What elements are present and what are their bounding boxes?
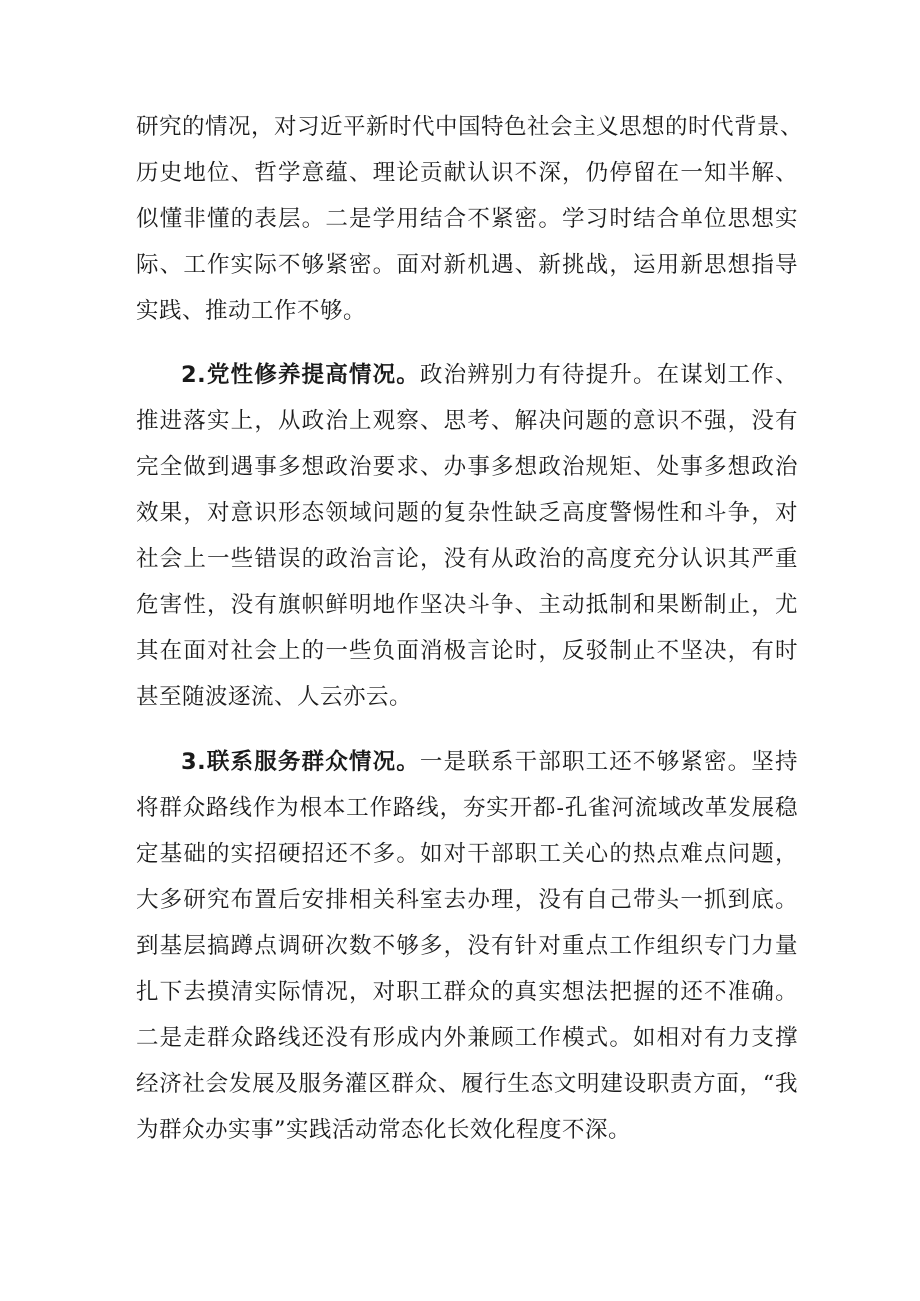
text-line: 为群众办实事”实践活动常态化长效化程度不深。 [136,1117,632,1143]
first-line-text: 政治辨别力有待提升。在谋划工作、 [419,362,798,388]
paragraph-serve-masses [136,739,798,1153]
text-line: 完全做到遇事多想政治要求、办事多想政治规矩、处事多想政治 [136,454,798,480]
text-line: 经济社会发展及服务灌区群众、履行生态文明建设职责方面，“我 [136,1071,798,1097]
first-line-text: 一是联系干部职工还不够紧密。坚持 [419,749,798,775]
text-line: 研究的情况，对习近平新时代中国特色社会主义思想的时代背景、 [136,114,804,140]
text-line: 际、工作实际不够紧密。面对新机遇、新挑战，运用新思想指导 [136,252,798,278]
paragraph-party-cultivation [136,352,798,720]
text-line: 实践、推动工作不够。 [136,298,367,324]
text-line: 甚至随波逐流、人云亦云。 [136,684,413,710]
text-line: 大多研究布置后安排相关科室去办理，没有自己带头一抓到底。 [136,887,798,913]
text-line: 到基层搞蹲点调研次数不够多，没有针对重点工作组织专门力量 [136,933,798,959]
text-line: 定基础的实招硬招还不多。如对干部职工关心的热点难点问题， [136,841,798,867]
text-line: 二是走群众路线还没有形成内外兼顾工作模式。如相对有力支撑 [136,1025,798,1051]
text-line: 似懂非懂的表层。二是学用结合不紧密。学习时结合单位思想实 [136,206,798,232]
text-line: 推进落实上，从政治上观察、思考、解决问题的意识不强，没有 [136,408,798,434]
paragraph-first-line [136,352,798,398]
text-line: 将群众路线作为根本工作路线，夯实开都-孔雀河流域改革发展稳 [136,795,798,821]
text-line: 其在面对社会上的一些负面消极言论时，反驳制止不坚决，有时 [136,638,798,664]
section-heading: .联系服务群众情况。 [197,749,420,775]
section-heading: .党性修养提高情况。 [197,362,420,388]
section-number: 2 [181,362,198,388]
text-line: 扎下去摸清实际情况，对职工群众的真实想法把握的还不准确。 [136,979,798,1005]
section-number: 3 [181,749,198,775]
text-line: 历史地位、哲学意蕴、理论贡献认识不深，仍停留在一知半解、 [136,160,798,186]
text-line: 危害性，没有旗帜鲜明地作坚决斗争、主动抵制和果断制止，尤 [136,592,798,618]
text-line: 社会上一些错误的政治言论，没有从政治的高度充分认识其严重 [136,546,798,572]
paragraph-first-line [136,739,798,785]
paragraph-study [136,104,804,334]
text-line: 效果，对意识形态领域问题的复杂性缺乏高度警惕性和斗争，对 [136,500,798,526]
